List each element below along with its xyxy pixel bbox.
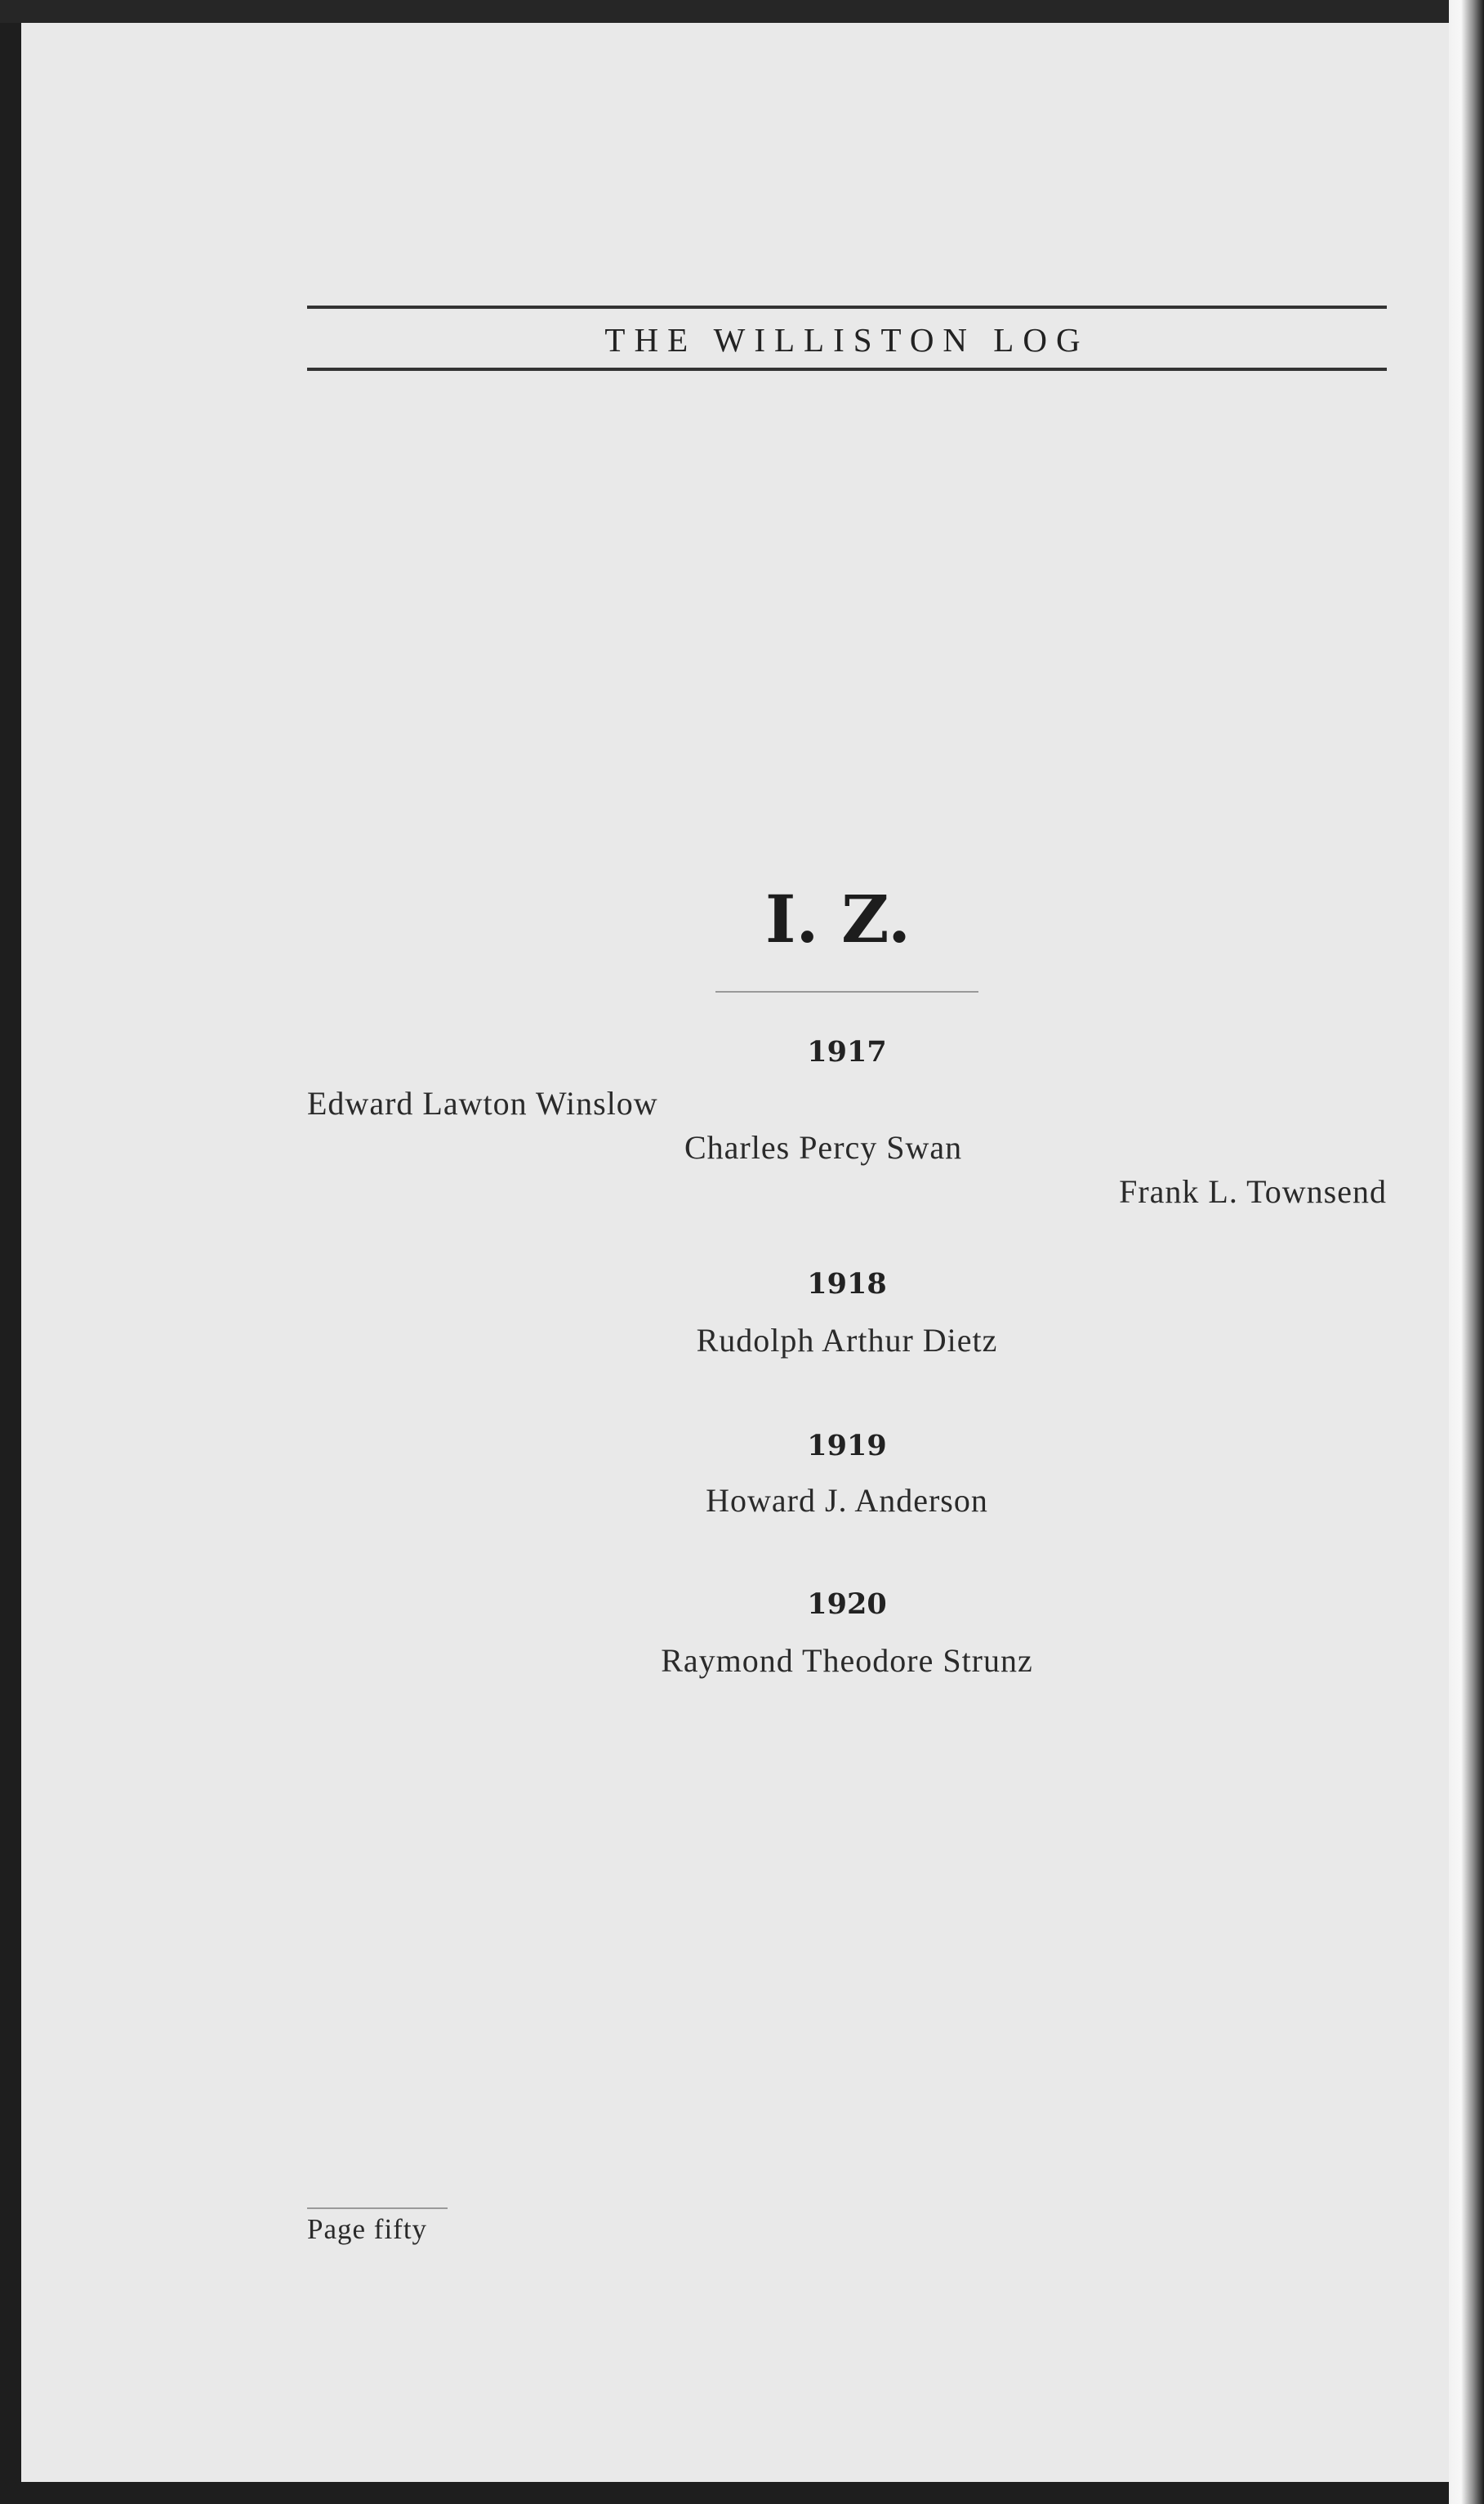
member-name: Charles Percy Swan: [684, 1129, 963, 1166]
class-year-1919: 1919: [807, 1429, 887, 1462]
section-title-rule: [715, 991, 978, 993]
member-name: Howard J. Anderson: [706, 1482, 988, 1519]
page-number: Page fifty: [307, 2213, 428, 2245]
scan-top-edge: [0, 0, 1484, 23]
footer-rule: [307, 2207, 448, 2209]
member-name: Rudolph Arthur Dietz: [696, 1322, 998, 1359]
member-name: Frank L. Townsend: [1119, 1173, 1387, 1210]
member-name: Raymond Theodore Strunz: [661, 1642, 1033, 1679]
page-binding-shadow: [1449, 0, 1484, 2504]
header-rule-bottom: [307, 368, 1387, 371]
running-head: THE WILLISTON LOG: [604, 321, 1090, 359]
class-year-1918: 1918: [807, 1267, 887, 1301]
class-year-1917: 1917: [807, 1035, 887, 1069]
member-name: Edward Lawton Winslow: [307, 1085, 658, 1122]
section-title: I. Z.: [765, 881, 911, 957]
class-year-1920: 1920: [807, 1587, 887, 1621]
header-rule-top: [307, 306, 1387, 309]
book-page: [21, 23, 1449, 2482]
